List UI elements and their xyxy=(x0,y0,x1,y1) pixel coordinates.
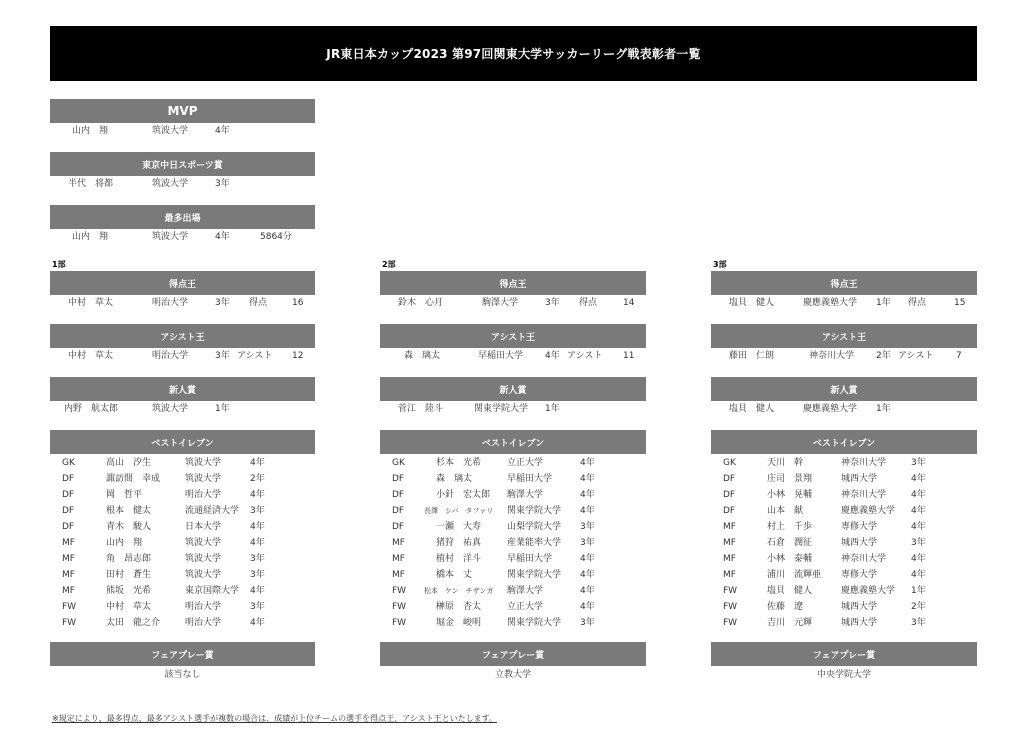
player-school: 慶應義塾大学 xyxy=(803,298,858,308)
player-year: 4年 xyxy=(911,506,926,516)
player-school: 関東学院大学 xyxy=(507,618,562,628)
mvp-header: MVP xyxy=(50,99,315,123)
award-row xyxy=(380,295,646,311)
player-name: 山内 翔 xyxy=(72,126,109,136)
player-school: 筑波大学 xyxy=(185,554,222,564)
player-name: 浦川 流輝亜 xyxy=(767,570,822,580)
player-school: 筑波大学 xyxy=(185,458,222,468)
player-name: 森 璃太 xyxy=(436,474,473,484)
award-row xyxy=(711,401,977,417)
player-school: 城西大学 xyxy=(841,618,878,628)
best-eleven-row xyxy=(50,519,315,535)
best-eleven-row xyxy=(50,599,315,615)
player-position: DF xyxy=(392,490,405,500)
player-school: 明治大学 xyxy=(152,298,189,308)
player-school: 城西大学 xyxy=(841,538,878,548)
player-name: 佐藤 遼 xyxy=(767,602,804,612)
player-school: 立正大学 xyxy=(507,602,544,612)
player-year: 2年 xyxy=(250,474,265,484)
player-position: FW xyxy=(723,586,738,596)
assist-king-header: アシスト王 xyxy=(50,324,315,348)
player-name: 天川 幹 xyxy=(767,458,804,468)
most-appearances-block xyxy=(50,205,315,245)
top-scorer-header: 得点王 xyxy=(380,271,646,295)
player-name: 榊原 杏太 xyxy=(436,602,482,612)
best-eleven-row xyxy=(711,583,977,599)
player-year: 3年 xyxy=(580,522,595,532)
best-eleven-row xyxy=(380,551,646,567)
best-eleven-header: ベストイレブン xyxy=(50,430,315,454)
player-name: 塩貝 健人 xyxy=(729,404,775,414)
award-row xyxy=(711,348,977,364)
best-eleven-row xyxy=(380,503,646,519)
player-position: DF xyxy=(392,522,405,532)
player-year: 2年 xyxy=(911,602,926,612)
player-school: 明治大学 xyxy=(185,602,222,612)
player-year: 3年 xyxy=(250,506,265,516)
player-name: 岡 哲平 xyxy=(106,490,143,500)
player-year: 3年 xyxy=(911,458,926,468)
rookie-header: 新人賞 xyxy=(380,377,646,401)
player-name: 鈴木 心月 xyxy=(398,298,444,308)
award-row xyxy=(380,401,646,417)
player-name: 青木 駿人 xyxy=(106,522,152,532)
player-position: MF xyxy=(723,554,736,564)
player-year: 4年 xyxy=(580,458,595,468)
rookie-header: 新人賞 xyxy=(711,377,977,401)
fair-play-block xyxy=(711,642,977,684)
player-year: 3年 xyxy=(250,602,265,612)
award-row xyxy=(50,295,315,311)
player-year: 4年 xyxy=(250,458,265,468)
page-title: JR東日本カップ2023 第97回関東大学サッカーリーグ戦表彰者一覧 xyxy=(50,26,977,81)
player-school: 慶應義塾大学 xyxy=(803,404,858,414)
award-row xyxy=(50,348,315,364)
player-position: MF xyxy=(723,522,736,532)
best-eleven-list xyxy=(711,454,977,631)
most-appearances-row xyxy=(50,229,315,245)
player-name: 高山 汐生 xyxy=(106,458,152,468)
player-position: FW xyxy=(723,618,738,628)
player-position: MF xyxy=(723,570,736,580)
division-label: 3部 xyxy=(713,260,727,269)
fair-play-header: フェアプレー賞 xyxy=(50,642,315,666)
player-school: 筑波大学 xyxy=(185,538,222,548)
player-position: GK xyxy=(723,458,736,468)
best-eleven-row xyxy=(50,503,315,519)
player-position: MF xyxy=(392,570,405,580)
player-school: 筑波大学 xyxy=(185,474,222,484)
player-year: 4年 xyxy=(580,506,595,516)
stat-label: アシスト xyxy=(237,351,273,361)
player-school: 筑波大学 xyxy=(152,179,189,189)
top-scorer-block xyxy=(380,271,646,311)
player-name: 角 昂志郎 xyxy=(106,554,152,564)
footnote: ※規定により、最多得点、最多アシスト選手が複数の場合は、成績が上位チームの選手を得点王、アシスト王といたします。 xyxy=(52,714,497,723)
player-position: DF xyxy=(392,474,405,484)
player-school: 駒澤大学 xyxy=(507,586,544,596)
player-school: 神奈川大学 xyxy=(841,554,887,564)
player-school: 立正大学 xyxy=(507,458,544,468)
best-eleven-row xyxy=(50,567,315,583)
stat-value: 15 xyxy=(954,298,966,308)
assist-king-block xyxy=(380,324,646,364)
assist-king-header: アシスト王 xyxy=(380,324,646,348)
player-name: 塩貝 健人 xyxy=(767,586,813,596)
player-name: 長澤 シバ タファリ xyxy=(424,507,494,515)
player-year: 1年 xyxy=(876,298,891,308)
player-year: 4年 xyxy=(580,602,595,612)
player-year: 4年 xyxy=(545,351,560,361)
player-year: 4年 xyxy=(250,490,265,500)
division-label: 1部 xyxy=(52,260,66,269)
division-label: 2部 xyxy=(382,260,396,269)
player-name: 石倉 潤征 xyxy=(767,538,813,548)
best-eleven-row xyxy=(711,567,977,583)
player-name: 小針 宏太郎 xyxy=(436,490,491,500)
player-school: 筑波大学 xyxy=(152,232,189,242)
best-eleven-list xyxy=(50,454,315,631)
player-name: 藤田 仁朗 xyxy=(729,351,775,361)
player-year: 4年 xyxy=(580,490,595,500)
player-school: 早稲田大学 xyxy=(507,554,553,564)
best-eleven-row xyxy=(380,519,646,535)
player-school: 専修大学 xyxy=(841,570,878,580)
fair-play-winner: 該当なし xyxy=(164,670,201,680)
player-position: MF xyxy=(392,554,405,564)
player-position: GK xyxy=(392,458,405,468)
player-school: 関東学院大学 xyxy=(474,404,529,414)
player-school: 山梨学院大学 xyxy=(507,522,562,532)
player-school: 神奈川大学 xyxy=(841,490,887,500)
player-year: 3年 xyxy=(250,570,265,580)
player-year: 4年 xyxy=(580,474,595,484)
player-school: 慶應義塾大学 xyxy=(841,506,896,516)
player-year: 2年 xyxy=(876,351,891,361)
award-row xyxy=(50,401,315,417)
tokyo-chunichi-header: 東京中日スポーツ賞 xyxy=(50,152,315,176)
player-position: DF xyxy=(392,506,405,516)
top-scorer-header: 得点王 xyxy=(50,271,315,295)
player-name: 村上 千歩 xyxy=(767,522,813,532)
player-name: 中村 草太 xyxy=(68,298,114,308)
assist-king-block xyxy=(711,324,977,364)
player-year: 1年 xyxy=(215,404,230,414)
player-name: 一瀬 大寿 xyxy=(436,522,482,532)
player-school: 神奈川大学 xyxy=(841,458,887,468)
player-year: 4年 xyxy=(250,586,265,596)
player-school: 早稲田大学 xyxy=(507,474,553,484)
player-year: 4年 xyxy=(250,522,265,532)
player-school: 明治大学 xyxy=(185,490,222,500)
player-position: MF xyxy=(392,538,405,548)
stat-value: 16 xyxy=(292,298,304,308)
award-row xyxy=(380,348,646,364)
player-year: 4年 xyxy=(580,586,595,596)
player-school: 明治大学 xyxy=(185,618,222,628)
top-scorer-header: 得点王 xyxy=(711,271,977,295)
player-position: DF xyxy=(723,474,736,484)
best-eleven-row xyxy=(50,583,315,599)
best-eleven-list xyxy=(380,454,646,631)
player-name: 松本 ケン チザンガ xyxy=(424,587,494,595)
player-school: 城西大学 xyxy=(841,602,878,612)
player-position: MF xyxy=(62,570,75,580)
player-school: 産業能率大学 xyxy=(507,538,562,548)
best-eleven-header: ベストイレブン xyxy=(380,430,646,454)
best-eleven-row xyxy=(711,471,977,487)
best-eleven-row xyxy=(711,455,977,471)
player-year: 3年 xyxy=(215,298,230,308)
player-year: 4年 xyxy=(215,126,230,136)
best-eleven-row xyxy=(50,487,315,503)
player-school: 駒澤大学 xyxy=(507,490,544,500)
player-name: 塩貝 健人 xyxy=(729,298,775,308)
player-position: FW xyxy=(62,602,77,612)
player-year: 1年 xyxy=(911,586,926,596)
best-eleven-row xyxy=(380,535,646,551)
tokyo-chunichi-row xyxy=(50,176,315,192)
player-position: GK xyxy=(62,458,75,468)
player-school: 筑波大学 xyxy=(152,404,189,414)
player-position: DF xyxy=(62,474,75,484)
player-year: 1年 xyxy=(876,404,891,414)
best-eleven-row xyxy=(380,567,646,583)
award-row xyxy=(711,295,977,311)
player-school: 城西大学 xyxy=(841,474,878,484)
player-position: MF xyxy=(723,538,736,548)
player-year: 4年 xyxy=(580,570,595,580)
player-school: 筑波大学 xyxy=(185,570,222,580)
top-scorer-block xyxy=(711,271,977,311)
player-position: MF xyxy=(62,538,75,548)
player-year: 4年 xyxy=(911,522,926,532)
best-eleven-row xyxy=(711,519,977,535)
player-name: 小林 泰輔 xyxy=(767,554,813,564)
rookie-block xyxy=(380,377,646,417)
player-year: 3年 xyxy=(215,351,230,361)
fair-play-winner: 立教大学 xyxy=(494,670,531,680)
player-name: 小林 晃輔 xyxy=(767,490,813,500)
player-position: DF xyxy=(723,506,736,516)
player-school: 関東学院大学 xyxy=(507,570,562,580)
best-eleven-row xyxy=(380,455,646,471)
player-school: 専修大学 xyxy=(841,522,878,532)
player-name: 杉本 光希 xyxy=(436,458,482,468)
player-school: 日本大学 xyxy=(185,522,222,532)
player-year: 1年 xyxy=(545,404,560,414)
player-position: FW xyxy=(392,602,407,612)
best-eleven-row xyxy=(711,551,977,567)
player-name: 菅江 陸斗 xyxy=(398,404,444,414)
player-position: DF xyxy=(62,490,75,500)
best-eleven-row xyxy=(380,599,646,615)
player-name: 森 璃太 xyxy=(404,351,441,361)
best-eleven-row xyxy=(380,615,646,631)
player-position: DF xyxy=(62,522,75,532)
player-school: 流通経済大学 xyxy=(185,506,240,516)
player-year: 4年 xyxy=(250,618,265,628)
player-school: 明治大学 xyxy=(152,351,189,361)
player-year: 4年 xyxy=(250,538,265,548)
player-year: 4年 xyxy=(911,474,926,484)
stat-label: 得点 xyxy=(249,298,268,308)
fair-play-header: フェアプレー賞 xyxy=(380,642,646,666)
stat-label: 得点 xyxy=(908,298,927,308)
best-eleven-block xyxy=(380,430,646,631)
player-position: FW xyxy=(392,586,407,596)
stat-value: 11 xyxy=(623,351,635,361)
assist-king-block xyxy=(50,324,315,364)
player-position: DF xyxy=(723,490,736,500)
stat-label: 得点 xyxy=(579,298,598,308)
player-name: 田村 蒼生 xyxy=(106,570,152,580)
player-position: FW xyxy=(723,602,738,612)
rookie-block xyxy=(711,377,977,417)
stat-value: 14 xyxy=(623,298,635,308)
player-year: 3年 xyxy=(250,554,265,564)
player-year: 3年 xyxy=(911,618,926,628)
player-name: 熊坂 光希 xyxy=(106,586,152,596)
player-year: 4年 xyxy=(911,554,926,564)
best-eleven-row xyxy=(711,615,977,631)
fair-play-winner: 中央学院大学 xyxy=(816,670,871,680)
player-year: 4年 xyxy=(911,570,926,580)
player-name: 庄司 景翔 xyxy=(767,474,813,484)
player-name: 山本 献 xyxy=(767,506,804,516)
player-year: 4年 xyxy=(580,554,595,564)
player-name: 太田 龍之介 xyxy=(106,618,161,628)
minutes-played: 5864分 xyxy=(260,232,292,242)
best-eleven-row xyxy=(711,535,977,551)
player-name: 山内 翔 xyxy=(106,538,143,548)
player-name: 植村 洋斗 xyxy=(436,554,482,564)
player-school: 早稲田大学 xyxy=(478,351,524,361)
player-year: 4年 xyxy=(215,232,230,242)
player-school: 関東学院大学 xyxy=(507,506,562,516)
rookie-header: 新人賞 xyxy=(50,377,315,401)
player-school: 神奈川大学 xyxy=(809,351,855,361)
player-name: 諏訪間 幸成 xyxy=(106,474,161,484)
best-eleven-row xyxy=(50,535,315,551)
player-name: 半代 将都 xyxy=(68,179,114,189)
player-name: 吉川 元輝 xyxy=(767,618,813,628)
best-eleven-row xyxy=(50,615,315,631)
player-position: FW xyxy=(62,618,77,628)
best-eleven-block xyxy=(711,430,977,631)
best-eleven-block xyxy=(50,430,315,631)
player-school: 筑波大学 xyxy=(152,126,189,136)
best-eleven-row xyxy=(380,487,646,503)
best-eleven-row xyxy=(380,583,646,599)
best-eleven-row xyxy=(711,599,977,615)
stat-value: 7 xyxy=(956,351,962,361)
player-year: 3年 xyxy=(215,179,230,189)
fair-play-header: フェアプレー賞 xyxy=(711,642,977,666)
player-year: 3年 xyxy=(580,618,595,628)
player-name: 中村 草太 xyxy=(106,602,152,612)
player-position: MF xyxy=(62,554,75,564)
best-eleven-row xyxy=(50,551,315,567)
most-appearances-header: 最多出場 xyxy=(50,205,315,229)
player-year: 4年 xyxy=(911,490,926,500)
player-year: 3年 xyxy=(911,538,926,548)
player-name: 内野 航太郎 xyxy=(64,404,119,414)
stat-value: 12 xyxy=(292,351,304,361)
rookie-block xyxy=(50,377,315,417)
player-name: 猪狩 祐真 xyxy=(436,538,482,548)
player-name: 中村 草太 xyxy=(68,351,114,361)
best-eleven-row xyxy=(711,487,977,503)
best-eleven-row xyxy=(711,503,977,519)
player-name: 根本 健太 xyxy=(106,506,152,516)
best-eleven-header: ベストイレブン xyxy=(711,430,977,454)
best-eleven-row xyxy=(380,471,646,487)
player-school: 東京国際大学 xyxy=(185,586,240,596)
fair-play-block xyxy=(380,642,646,684)
fair-play-block xyxy=(50,642,315,684)
best-eleven-row xyxy=(50,455,315,471)
player-school: 駒澤大学 xyxy=(482,298,519,308)
stat-label: アシスト xyxy=(898,351,934,361)
assist-king-header: アシスト王 xyxy=(711,324,977,348)
player-position: FW xyxy=(392,618,407,628)
tokyo-chunichi-block xyxy=(50,152,315,192)
player-year: 3年 xyxy=(545,298,560,308)
stat-label: アシスト xyxy=(567,351,603,361)
player-position: MF xyxy=(62,586,75,596)
player-name: 堀金 峻明 xyxy=(436,618,482,628)
top-scorer-block xyxy=(50,271,315,311)
player-name: 山内 翔 xyxy=(72,232,109,242)
mvp-block xyxy=(50,99,315,139)
player-school: 慶應義塾大学 xyxy=(841,586,896,596)
player-name: 橋本 丈 xyxy=(436,570,473,580)
player-year: 3年 xyxy=(580,538,595,548)
player-position: DF xyxy=(62,506,75,516)
best-eleven-row xyxy=(50,471,315,487)
mvp-row xyxy=(50,123,315,139)
